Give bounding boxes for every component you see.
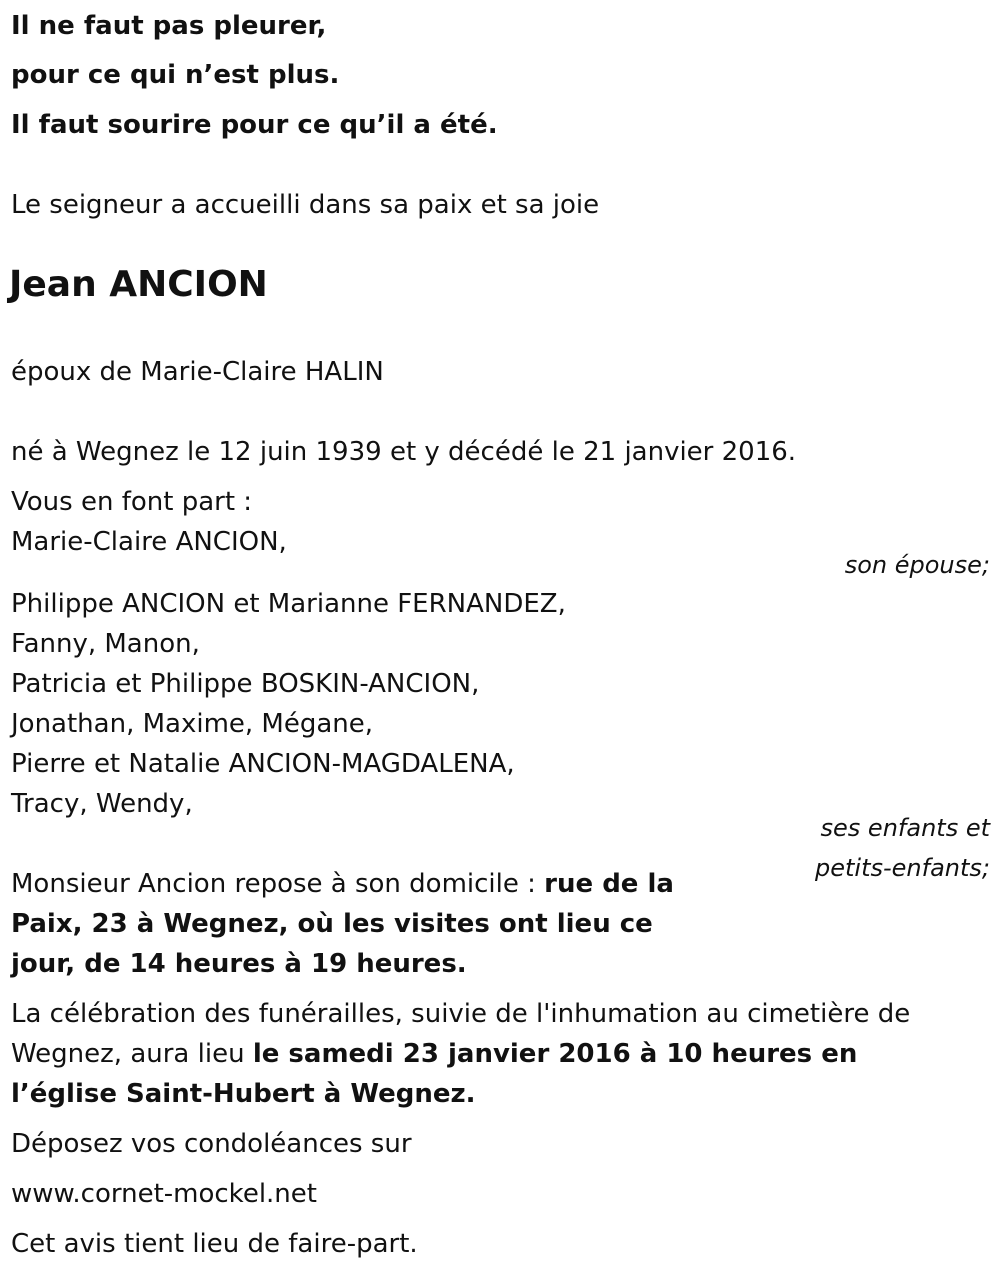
spouse-role: son épouse; (844, 551, 990, 579)
family-line: Philippe ANCION et Marianne FERNANDEZ, (11, 589, 566, 619)
children-role-line-1: ses enfants et (820, 814, 990, 842)
family-line: Fanny, Manon, (11, 629, 200, 659)
spouse-line: époux de Marie-Claire HALIN (11, 357, 384, 387)
deceased-name: Jean ANCION (9, 264, 268, 305)
ceremony-paragraph (11, 994, 941, 1114)
intro-text: Le seigneur a accueilli dans sa paix et sa joie (11, 190, 600, 220)
birth-death-line: né à Wegnez le 12 juin 1939 et y décédé le 21 janvier 2016. (11, 437, 797, 467)
footer-note: Cet avis tient lieu de faire-part. (11, 1229, 418, 1259)
quote-line-3: Il faut sourire pour ce qu’il a été. (11, 110, 498, 140)
announce-label: Vous en font part : (11, 487, 253, 517)
spouse-name: Marie-Claire ANCION, (11, 527, 287, 557)
quote-line-2: pour ce qui n’est plus. (11, 60, 340, 90)
family-line: Patricia et Philippe BOSKIN-ANCION, (11, 669, 480, 699)
ceremony-prefix: La célébration des funérailles, suivie de l'inhumation au cimetière de Wegnez, aura lieu (11, 999, 911, 1069)
rest-paragraph (11, 864, 711, 984)
family-line: Tracy, Wendy, (11, 789, 193, 819)
children-role-line-2: petits-enfants; (815, 854, 990, 882)
website-link[interactable]: www.cornet-mockel.net (11, 1179, 317, 1209)
condolences-label: Déposez vos condoléances sur (11, 1129, 412, 1159)
family-line: Jonathan, Maxime, Mégane, (11, 709, 374, 739)
rest-address: rue de la Paix, 23 à Wegnez, où les visites ont lieu ce jour, de 14 heures à 19 heures. (11, 869, 674, 979)
quote-line-1: Il ne faut pas pleurer, (11, 11, 327, 41)
ceremony-details: le samedi 23 janvier 2016 à 10 heures en l’église Saint-Hubert à Wegnez. (11, 1039, 858, 1109)
family-line: Pierre et Natalie ANCION-MAGDALENA, (11, 749, 515, 779)
rest-prefix: Monsieur Ancion repose à son domicile : (11, 869, 545, 899)
